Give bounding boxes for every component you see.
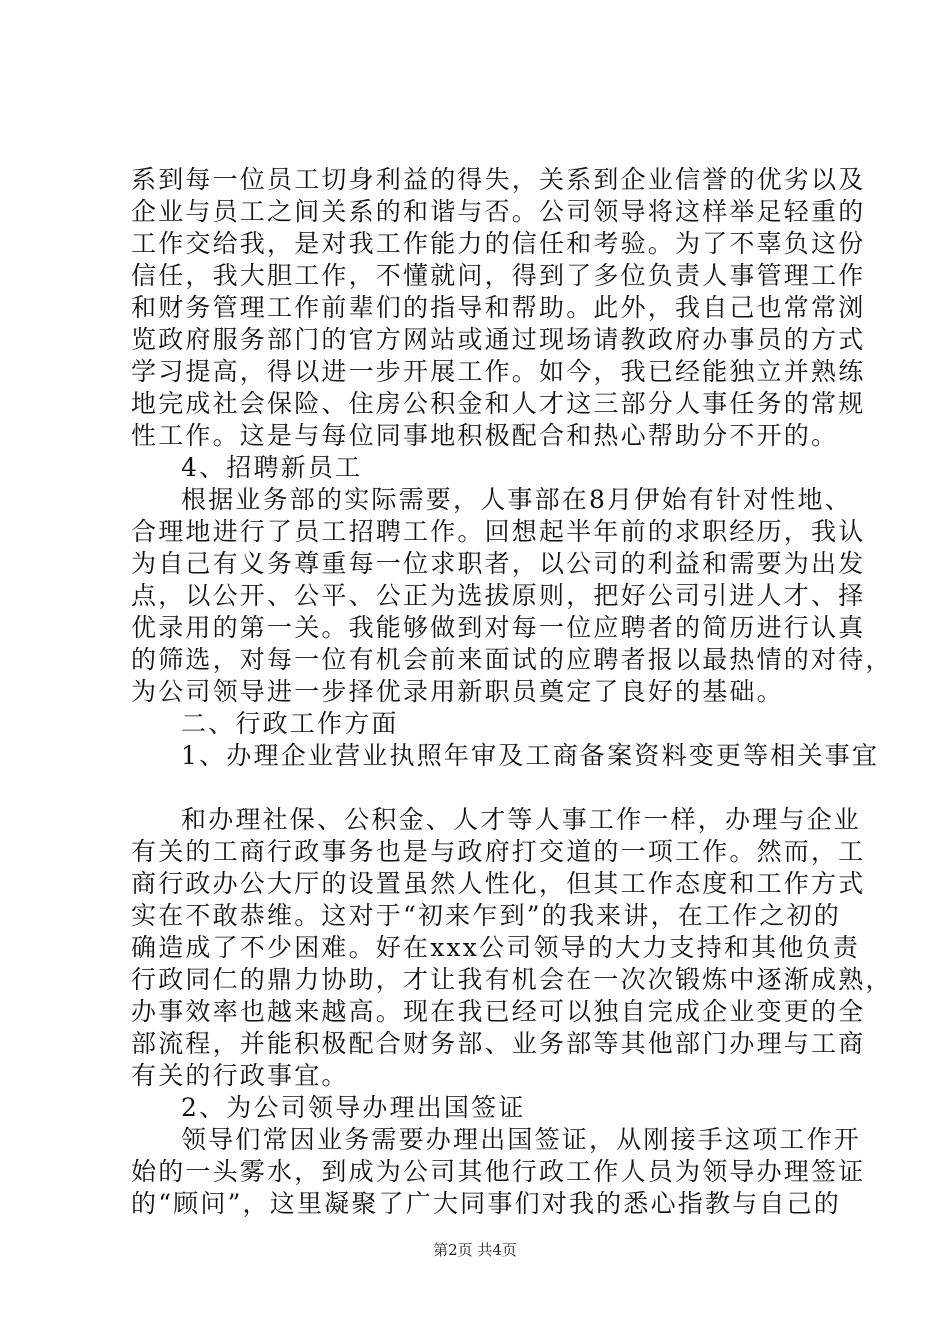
text-line: 点，以公开、公平、公正为选拔原则，把好公司引进人才、择 [131, 581, 866, 610]
text-line: 优录用的第一关。我能够做到对每一位应聘者的简历进行认真 [131, 613, 866, 642]
text-line: 企业与员工之间关系的和谐与否。公司领导将这样举足轻重的 [131, 197, 866, 226]
text-line: 和财务管理工作前辈们的指导和帮助。此外，我自己也常常浏 [131, 293, 866, 322]
text-line: 合理地进行了员工招聘工作。回想起半年前的求职经历，我认 [131, 517, 866, 546]
text-line: 2、为公司领导办理出国签证 [181, 1093, 526, 1122]
text-line: 系到每一位员工切身利益的得失，关系到企业信誉的优劣以及 [131, 165, 866, 194]
text-line: 信任，我大胆工作，不懂就问，得到了多位负责人事管理工作 [131, 261, 866, 290]
text-line: 有关的行政事宜。 [131, 1061, 349, 1090]
text-line: 的筛选，对每一位有机会前来面试的应聘者报以最热情的对待， [131, 645, 893, 674]
text-line: 4、招聘新员工 [181, 453, 363, 482]
text-line: 始的一头雾水，到成为公司其他行政工作人员为领导办理签证 [131, 1157, 866, 1186]
text-line: 工作交给我，是对我工作能力的信任和考验。为了不辜负这份 [131, 229, 866, 258]
text-line: 性工作。这是与每位同事地积极配合和热心帮助分不开的。 [131, 421, 839, 450]
blank-line [131, 772, 831, 804]
text-line: 根据业务部的实际需要，人事部在8月伊始有针对性地、 [181, 485, 852, 514]
text-line: 览政府服务部门的官方网站或通过现场请教政府办事员的方式 [131, 325, 866, 354]
text-line: 为公司领导进一步择优录用新职员奠定了良好的基础。 [131, 677, 784, 706]
text-line: 的“顾问”，这里凝聚了广大同事们对我的悉心指教与自己的 [131, 1189, 841, 1218]
text-line: 确造成了不少困难。好在xxx公司领导的大力支持和其他负责 [131, 933, 860, 962]
text-line: 地完成社会保险、住房公积金和人才这三部分人事任务的常规 [131, 389, 866, 418]
text-line: 为自己有义务尊重每一位求职者，以公司的利益和需要为出发 [131, 549, 866, 578]
text-line: 1、办理企业营业执照年审及工商备案资料变更等相关事宜 [181, 741, 880, 770]
text-line: 商行政办公大厅的设置虽然人性化，但其工作态度和工作方式 [131, 869, 866, 898]
document-body [131, 164, 893, 1220]
text-line: 学习提高，得以进一步开展工作。如今，我已经能独立并熟练 [131, 357, 866, 386]
text-line: 二、行政工作方面 [181, 709, 399, 738]
text-line: 有关的工商行政事务也是与政府打交道的一项工作。然而，工 [131, 837, 866, 866]
text-line: 实在不敢恭维。这对于“初来乍到”的我来讲，在工作之初的 [131, 901, 841, 930]
page-footer: 第2页 共4页 [433, 1241, 517, 1259]
text-line: 领导们常因业务需要办理出国签证，从刚接手这项工作开 [181, 1125, 862, 1154]
text-line: 办事效率也越来越高。现在我已经可以独自完成企业变更的全 [131, 997, 866, 1026]
text-line: 行政同仁的鼎力协助，才让我有机会在一次次锻炼中逐渐成熟， [131, 965, 893, 994]
text-line: 和办理社保、公积金、人才等人事工作一样，办理与企业 [181, 805, 862, 834]
text-line: 部流程，并能积极配合财务部、业务部等其他部门办理与工商 [131, 1029, 866, 1058]
